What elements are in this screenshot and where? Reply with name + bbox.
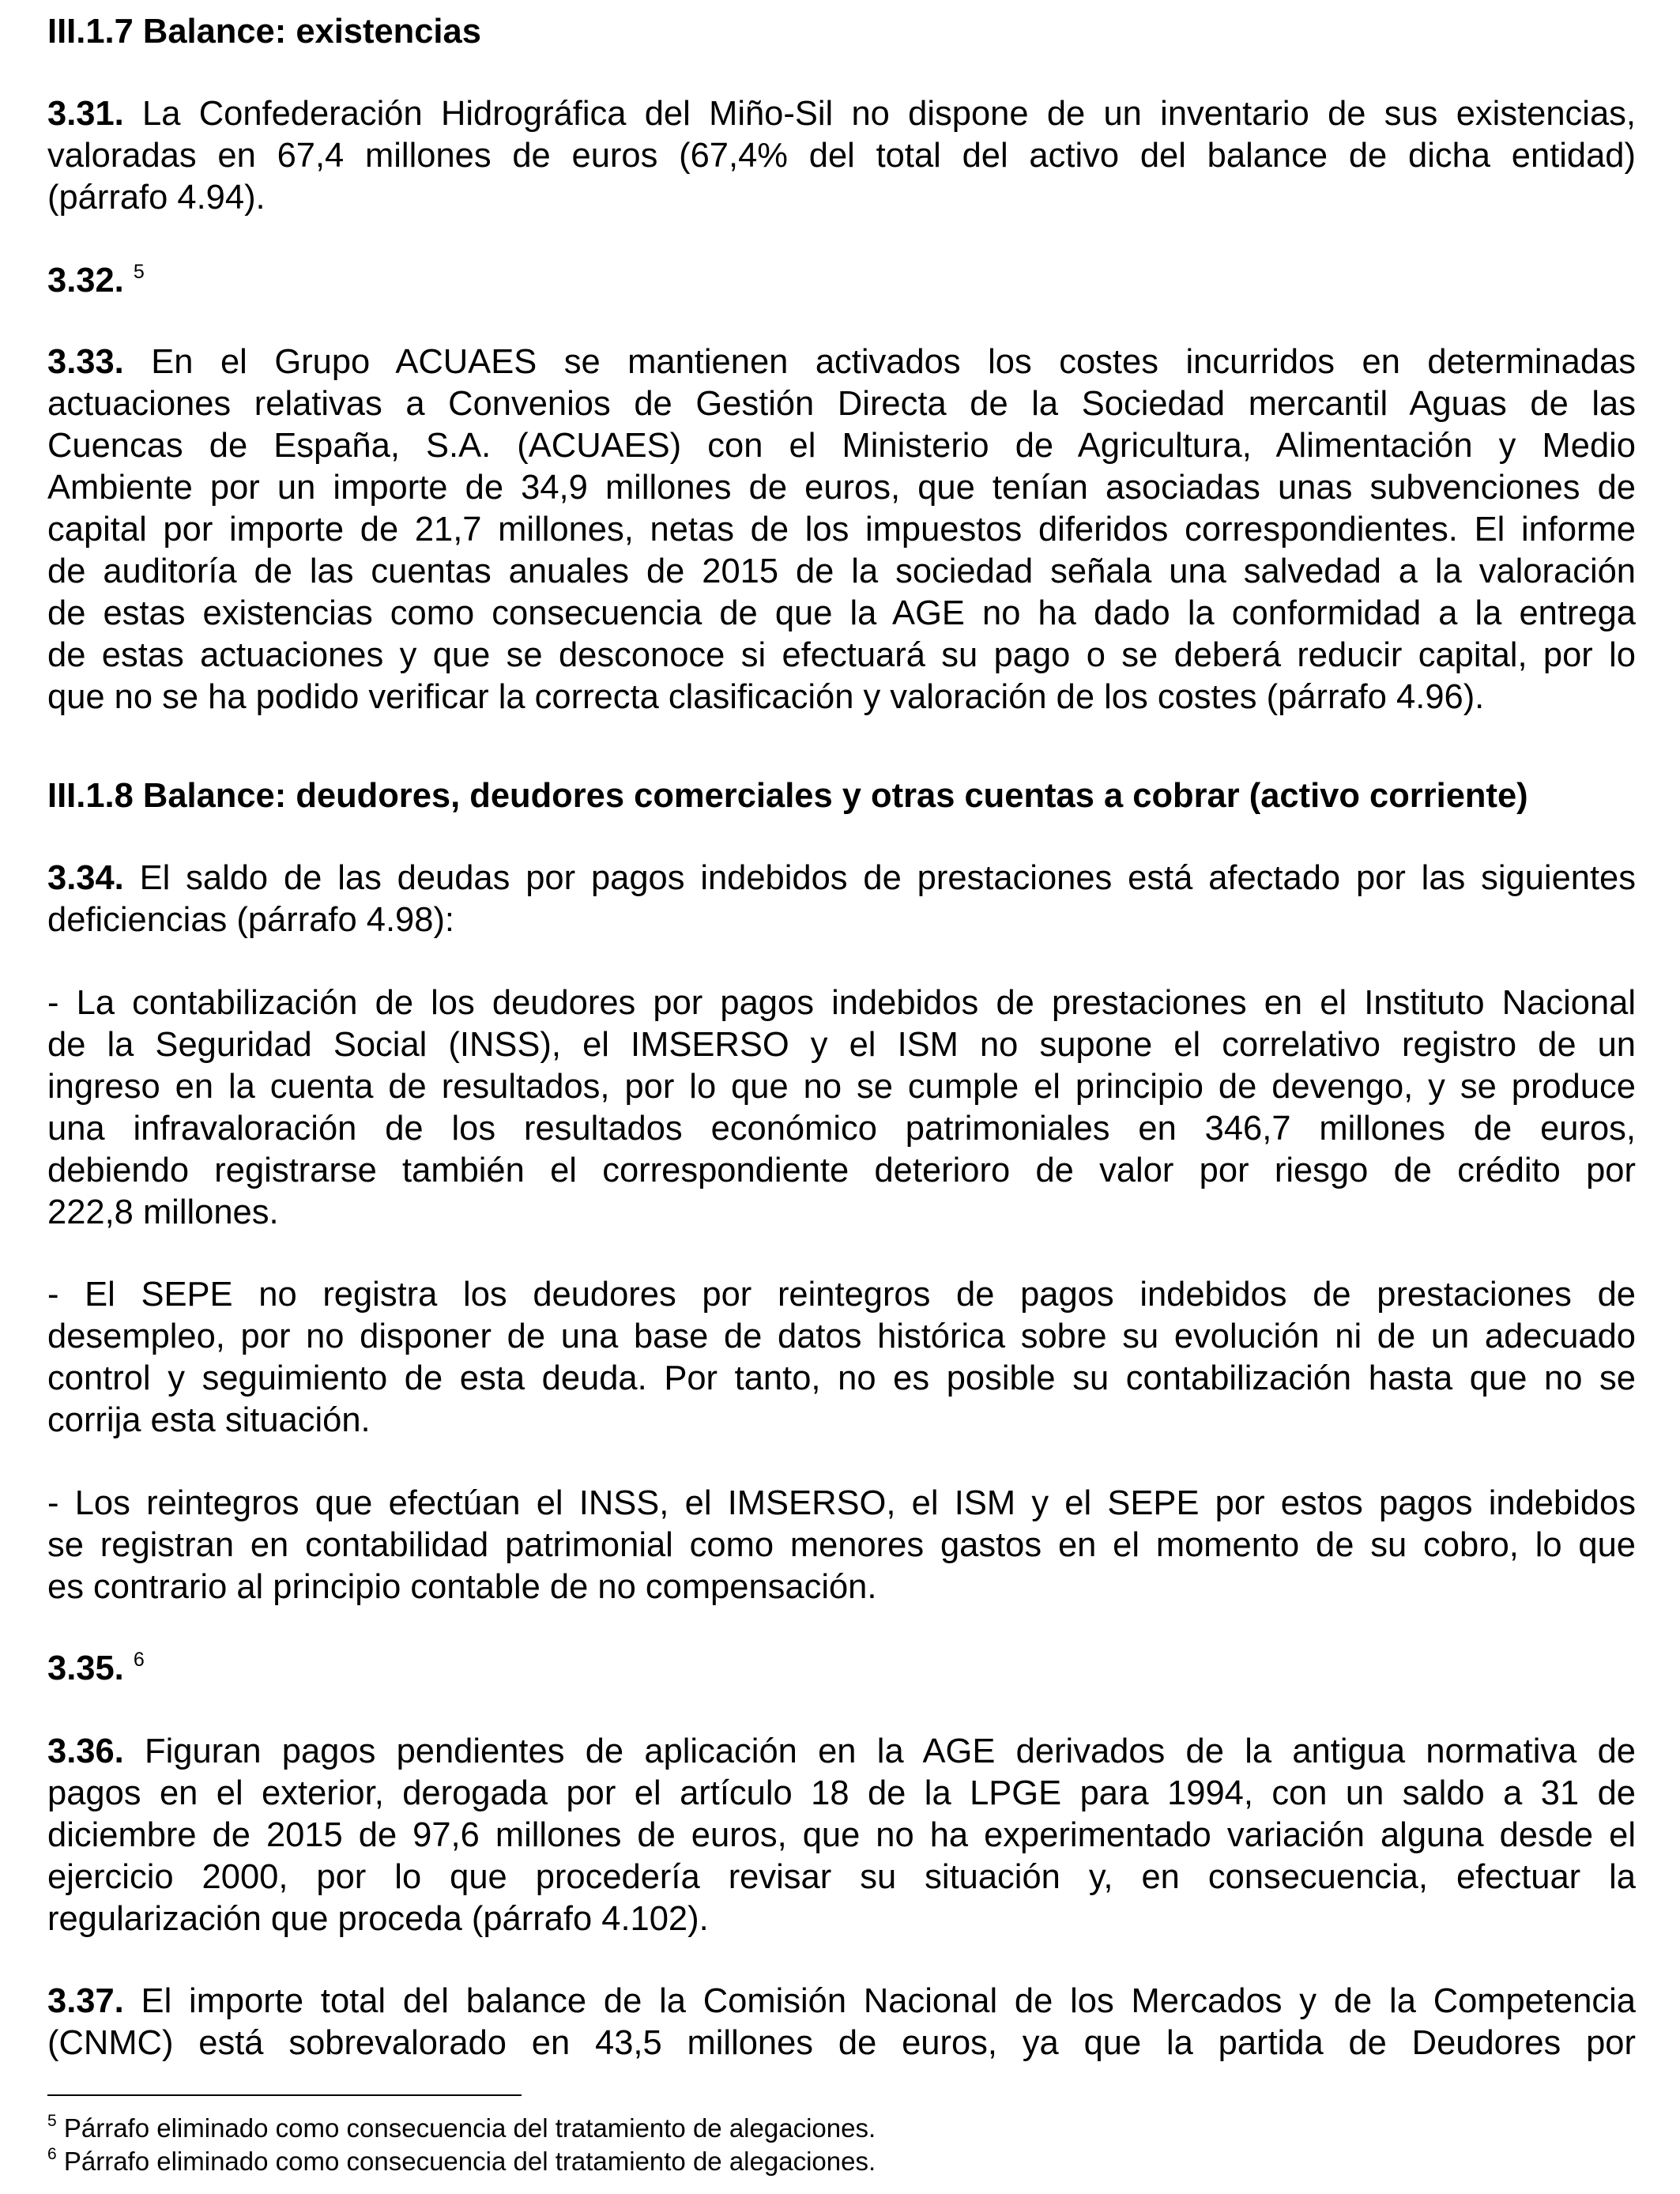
paragraph-3-33-line-6: de auditoría de las cuentas anuales de 2015 de la sociedad señala una salvedad a la valoración — [47, 552, 1636, 590]
section-heading-iii-1-8: III.1.8 Balance: deudores, deudores comerciales y otras cuentas a cobrar (activo corriente) — [47, 777, 1528, 815]
paragraph-3-34-line-2: deficiencias (párrafo 4.98): — [47, 901, 455, 939]
paragraph-3-36-line-2: pagos en el exterior, derogada por el artículo 18 de la LPGE para 1994, con un saldo a 31 de — [47, 1774, 1636, 1812]
paragraph-3-33-line-4: Ambiente por un importe de 34,9 millones de euros, que tenían asociadas unas subvenciones de — [47, 469, 1636, 507]
footnote-ref-6: 6 — [133, 1648, 145, 1671]
paragraph-3-33-line-7: de estas existencias como consecuencia de que la AGE no ha dado la conformidad a la entrega — [47, 594, 1636, 632]
bullet-2-line-1: - El SEPE no registra los deudores por reintegros de pagos indebidos de prestaciones de — [47, 1276, 1636, 1314]
bullet-1-line-3: ingreso en la cuenta de resultados, por lo que no se cumple el principio de devengo, y se produce — [47, 1068, 1636, 1106]
footnote-6: $^6$ Párrafo eliminado como consecuencia del tratamiento de alegaciones. — [47, 2145, 876, 2176]
paragraph-number: 3.36. — [47, 1732, 124, 1770]
bullet-1-line-6: 222,8 millones. — [47, 1193, 279, 1231]
paragraph-3-34-line-1: 3.34. El saldo de las deudas por pagos indebidos de prestaciones está afectado por las siguientes — [47, 859, 1636, 897]
bullet-3-line-1: - Los reintegros que efectúan el INSS, el IMSERSO, el ISM y el SEPE por estos pagos indebidos — [47, 1484, 1636, 1522]
paragraph-3-37-line-1: 3.37. El importe total del balance de la Comisión Nacional de los Mercados y de la Competencia — [47, 1982, 1636, 2020]
paragraph-3-37-line-2: (CNMC) está sobrevalorado en 43,5 millones de euros, ya que la partida de Deudores por — [47, 2024, 1636, 2062]
bullet-2-line-4: corrija esta situación. — [47, 1401, 371, 1439]
paragraph-3-33-line-3: Cuencas de España, S.A. (ACUAES) con el Ministerio de Agricultura, Alimentación y Medio — [47, 427, 1636, 465]
paragraph-3-32: 3.32. $^5$ — [47, 260, 145, 300]
section-heading-iii-1-7: III.1.7 Balance: existencias — [47, 13, 481, 51]
paragraph-number: 3.34. — [47, 859, 124, 897]
bullet-3-line-2: se registran en contabilidad patrimonial como menores gastos en el momento de su cobro, lo que — [47, 1526, 1636, 1564]
paragraph-number: 3.31. — [47, 95, 124, 133]
paragraph-3-33-line-8: de estas actuaciones y que se desconoce si efectuará su pago o se deberá reducir capital, por lo — [47, 636, 1636, 674]
paragraph-number: 3.37. — [47, 1982, 124, 2020]
paragraph-3-31-line-2: valoradas en 67,4 millones de euros (67,4% del total del activo del balance de dicha entidad) — [47, 137, 1636, 175]
paragraph-3-36-line-3: diciembre de 2015 de 97,6 millones de euros, que no ha experimentado variación alguna desde el — [47, 1816, 1636, 1854]
paragraph-3-33-line-1: 3.33. En el Grupo ACUAES se mantienen activados los costes incurridos en determinadas — [47, 343, 1636, 381]
bullet-1-line-1: - La contabilización de los deudores por pagos indebidos de prestaciones en el Instituto Nacional — [47, 984, 1636, 1022]
paragraph-3-33-line-2: actuaciones relativas a Convenios de Gestión Directa de la Sociedad mercantil Aguas de las — [47, 385, 1636, 423]
footnote-ref-5: 5 — [133, 260, 145, 283]
paragraph-3-33-line-5: capital por importe de 21,7 millones, netas de los impuestos diferidos correspondientes. El informe — [47, 511, 1636, 548]
paragraph-3-31-line-3: (párrafo 4.94). — [47, 179, 266, 217]
paragraph-number: 3.33. — [47, 343, 124, 381]
footnote-separator — [47, 2094, 522, 2096]
paragraph-3-31-line-1: 3.31. La Confederación Hidrográfica del Miño-Sil no dispone de un inventario de sus existencias, — [47, 95, 1636, 133]
paragraph-3-35: 3.35. $^6$ — [47, 1648, 145, 1687]
bullet-1-line-4: una infravaloración de los resultados económico patrimoniales en 346,7 millones de euros, — [47, 1110, 1636, 1148]
paragraph-3-36-line-4: ejercicio 2000, por lo que procedería revisar su situación y, en consecuencia, efectuar la — [47, 1858, 1636, 1896]
bullet-2-line-2: desempleo, por no disponer de una base de datos histórica sobre su evolución ni de un adecuado — [47, 1318, 1636, 1355]
paragraph-3-33-line-9: que no se ha podido verificar la correcta clasificación y valoración de los costes (párrafo 4.96). — [47, 678, 1485, 716]
bullet-2-line-3: control y seguimiento de esta deuda. Por tanto, no es posible su contabilización hasta que no se — [47, 1359, 1636, 1397]
paragraph-3-36-line-5: regularización que proceda (párrafo 4.102). — [47, 1900, 709, 1938]
bullet-1-line-5: debiendo registrarse también el correspondiente deterioro de valor por riesgo de crédito por — [47, 1152, 1636, 1189]
footnote-5: $^5$ Párrafo eliminado como consecuencia del tratamiento de alegaciones. — [47, 2112, 876, 2143]
bullet-3-line-3: es contrario al principio contable de no compensación. — [47, 1568, 877, 1606]
paragraph-3-36-line-1: 3.36. Figuran pagos pendientes de aplicación en la AGE derivados de la antigua normativa de — [47, 1732, 1636, 1770]
bullet-1-line-2: de la Seguridad Social (INSS), el IMSERSO y el ISM no supone el correlativo registro de un — [47, 1026, 1636, 1064]
